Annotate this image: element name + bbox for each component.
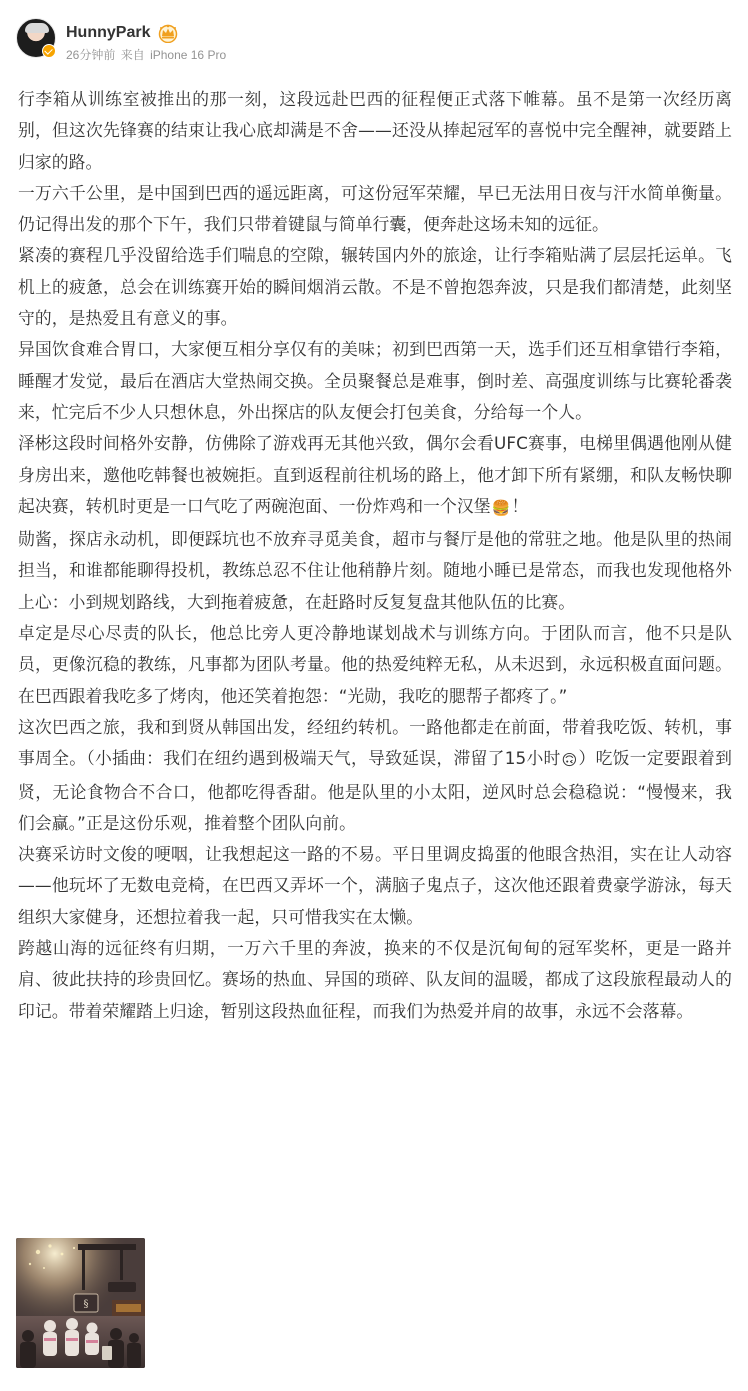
post-paragraph-5-tail: ！	[511, 495, 529, 516]
post-time[interactable]: 26分钟前	[66, 48, 116, 62]
post-paragraph-6: 勋酱，探店永动机，即便踩坑也不放弃寻觅美食，超市与餐厅是他的常驻之地。他是队里的热闹担当，和谁都能聊得投机，教练总忍不住让他稍静片刻。随地小睡已是常态，而我也发现他格外上心：小到规划路线，大到拖着疲惫，在赶路时反复复盘其他队伍的比赛。	[18, 529, 732, 612]
username-row	[66, 21, 179, 45]
post-paragraph-8-tail: ）吃饭一定要跟着到贤，无论食物合不合口，他都吃得香甜。他是队里的小太阳，逆风时总会稳稳说：“慢慢来，我们会赢。”正是这份乐观，推着整个团队向前。	[18, 748, 732, 833]
username[interactable]: HunnyPark	[66, 24, 151, 41]
post-body	[18, 84, 732, 1027]
post-paragraph-9: 决赛采访时文俊的哽咽，让我想起这一路的不易。平日里调皮捣蛋的他眼含热泪，实在让人动容——他玩坏了无数电竞椅，在巴西又弄坏一个，满脑子鬼点子，这次他还跟着费豪学游泳，每天组织大家健身，还想拉着我一起，只可惜我实在太懒。	[18, 844, 732, 927]
post-paragraph-8	[18, 712, 732, 839]
source-device[interactable]: iPhone 16 Pro	[150, 48, 227, 62]
verified-badge-icon	[42, 44, 56, 58]
post-meta	[66, 46, 226, 63]
post-paragraph-5-text: 泽彬这段时间格外安静，仿佛除了游戏再无其他兴致，偶尔会看UFC赛事，电梯里偶遇他刚从健身房出来，邀他吃韩餐也被婉拒。直到返程前往机场的路上，他才卸下所有紧绷，和队友畅快聊起决赛，转机时更是一口气吃了两碗泡面、一份炸鸡和一个汉堡	[18, 433, 732, 516]
post-paragraph-2: 一万六千公里，是中国到巴西的遥远距离，可这份冠军荣耀，早已无法用日夜与汗水简单衡量。仍记得出发的那个下午，我们只带着键鼠与简单行囊，便奔赴这场未知的远征。	[18, 182, 732, 235]
svg-text:§: §	[83, 1299, 89, 1310]
source-prefix: 来自	[120, 48, 145, 62]
post-paragraph-5	[18, 428, 732, 524]
post-paragraph-1: 行李箱从训练室被推出的那一刻，这段远赴巴西的征程便正式落下帷幕。虽不是第一次经历离别，但这次先锋赛的结束让我心底却满是不舍——还没从捧起冠军的喜悦中完全醒神，就要踏上归家的路。	[18, 89, 732, 172]
stage-photo-image	[16, 1238, 145, 1368]
post-paragraph-8-text: 这次巴西之旅，我和到贤从韩国出发，经纽约转机。一路他都走在前面，带着我吃饭、转机，事事周全。（小插曲：我们在纽约遇到极端天气，导致延误，滞留了15小时	[18, 716, 732, 769]
post-paragraph-10: 跨越山海的远征终有归期，一万六千里的奔波，换来的不仅是沉甸甸的冠军奖杯，更是一路并肩、彼此扶持的珍贵回忆。赛场的热血、异国的琐碎、队友间的温暖，都成了这段旅程最动人的印记。带着荣耀踏上归途，暂别这段热血征程，而我们为热爱并肩的故事，永远不会落幕。	[18, 938, 732, 1021]
upside-down-face-emoji-icon: 🙃	[561, 751, 578, 770]
crown-icon[interactable]	[157, 23, 179, 43]
post-paragraph-7: 卓定是尽心尽责的队长，他总比旁人更冷静地谋划战术与训练方向。于团队而言，他不只是队员，更像沉稳的教练，凡事都为团队考量。他的热爱纯粹无私，从未迟到，永远积极直面问题。在巴西跟着我吃多了烤肉，他还笑着抱怨：“光勋，我吃的腮帮子都疼了。”	[18, 623, 732, 706]
post-paragraph-4: 异国饮食难合胃口，大家便互相分享仅有的美味；初到巴西第一天，选手们还互相拿错行李箱，睡醒才发觉，最后在酒店大堂热闹交换。全员聚餐总是难事，倒时差、高强度训练与比赛轮番袭来，忙完后不少人只想休息，外出探店的队友便会打包美食，分给每一个人。	[18, 339, 732, 422]
burger-emoji-icon: 🍔	[491, 498, 511, 517]
photo-thumbnail[interactable]	[16, 1238, 145, 1368]
post-header	[0, 0, 748, 76]
post-paragraph-3: 紧凑的赛程几乎没留给选手们喘息的空隙，辗转国内外的旅途，让行李箱贴满了层层托运单。飞机上的疲惫，总会在训练赛开始的瞬间烟消云散。不是不曾抱怨奔波，只是我们都清楚，此刻坚守的，是热爱且有意义的事。	[18, 245, 732, 329]
